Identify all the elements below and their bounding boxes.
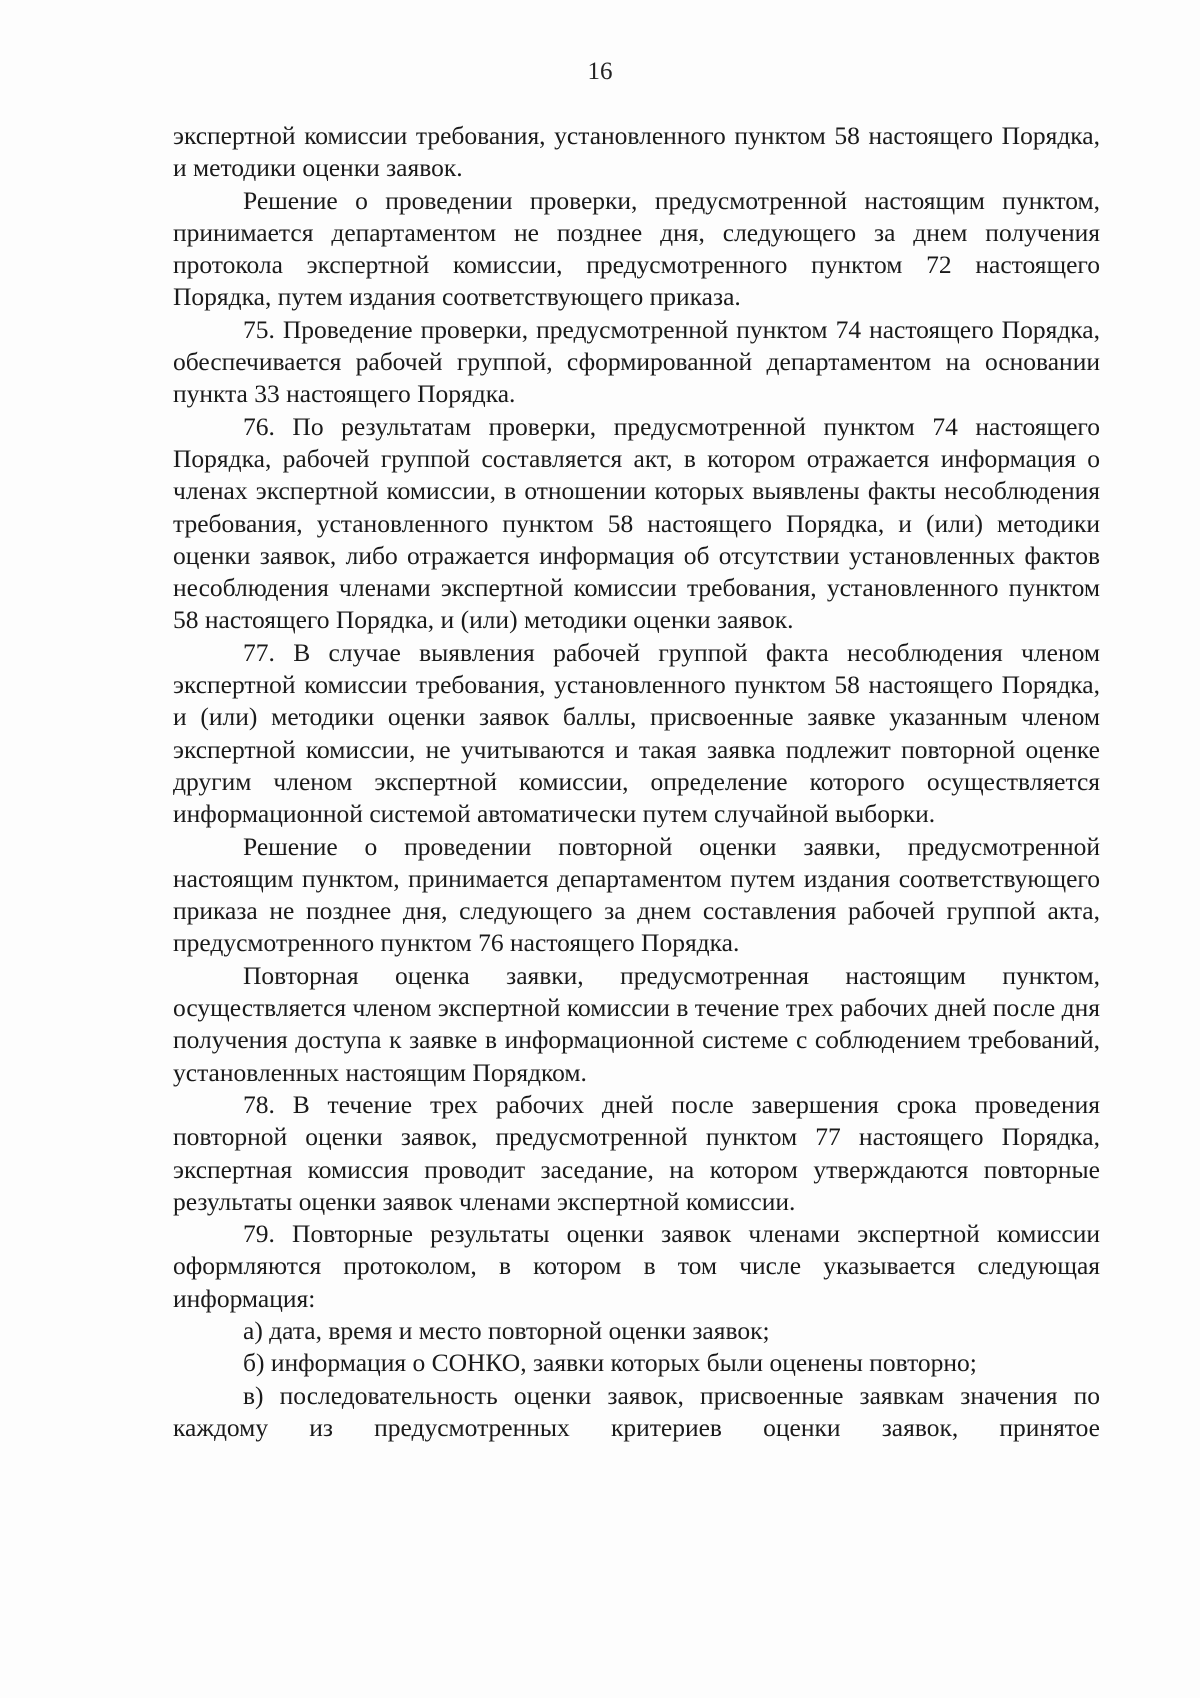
paragraph-item-75: 75. Проведение проверки, предусмотренной пунктом 74 настоящего Порядка, обеспечивается рабочей группой, сформированной департаментом на основании пункта 33 настоящего Порядка. — [173, 314, 1100, 409]
paragraph-decision-on-reassessment: Решение о проведении повторной оценки заявки, предусмотренной настоящим пунктом, принимается департаментом путем издания соответствующего приказа не позднее дня, следующего за днем составления рабочей группой акта, предусмотренного пунктом 76 настоящего Порядка. — [173, 831, 1100, 958]
document-body — [173, 120, 1100, 1444]
list-item-v: в) последовательность оценки заявок, присвоенные заявкам значения по каждому из предусмотренных критериев оценки заявок, принятое — [173, 1380, 1100, 1442]
paragraph-continuation: экспертной комиссии требования, установленного пунктом 58 настоящего Порядка, и методики оценки заявок. — [173, 121, 1100, 183]
page-number: 16 — [587, 58, 613, 85]
paragraph-item-78: 78. В течение трех рабочих дней после завершения срока проведения повторной оценки заявок, предусмотренной пунктом 77 настоящего Порядка, экспертная комиссия проводит заседание, на котором утверждаются повторные результаты оценки заявок членами экспертной комиссии. — [173, 1089, 1100, 1216]
paragraph-reassessment-terms: Повторная оценка заявки, предусмотренная настоящим пунктом, осуществляется членом экспертной комиссии в течение трех рабочих дней после дня получения доступа к заявке в информационной системе с соблюдением требований, установленных настоящим Порядком. — [173, 960, 1100, 1087]
paragraph-item-76: 76. По результатам проверки, предусмотренной пунктом 74 настоящего Порядка, рабочей группой составляется акт, в котором отражается информация о членах экспертной комиссии, в отношении которых выявлены факты несоблюдения требования, установленного пунктом 58 настоящего Порядка, и (или) методики оценки заявок, либо отражается информация об отсутствии установленных фактов несоблюдения членами экспертной комиссии требования, установленного пунктом 58 настоящего Порядка, и (или) методики оценки заявок. — [173, 411, 1100, 635]
paragraph-decision-on-check: Решение о проведении проверки, предусмотренной настоящим пунктом, принимается департаментом не позднее дня, следующего за днем получения протокола экспертной комиссии, предусмотренного пунктом 72 настоящего Порядка, путем издания соответствующего приказа. — [173, 185, 1100, 312]
paragraph-item-79: 79. Повторные результаты оценки заявок членами экспертной комиссии оформляются протоколом, в котором в том числе указывается следующая информация: — [173, 1219, 1100, 1313]
list-item-b: б) информация о СОНКО, заявки которых были оценены повторно; — [243, 1348, 977, 1378]
list-item-a: а) дата, время и место повторной оценки заявок; — [243, 1315, 770, 1345]
paragraph-item-77: 77. В случае выявления рабочей группой факта несоблюдения членом экспертной комиссии требования, установленного пунктом 58 настоящего Порядка, и (или) методики оценки заявок баллы, присвоенные заявке указанным членом экспертной комиссии, не учитываются и такая заявка подлежит повторной оценке другим членом экспертной комиссии, определение которого осуществляется информационной системой автоматически путем случайной выборки. — [173, 637, 1100, 829]
